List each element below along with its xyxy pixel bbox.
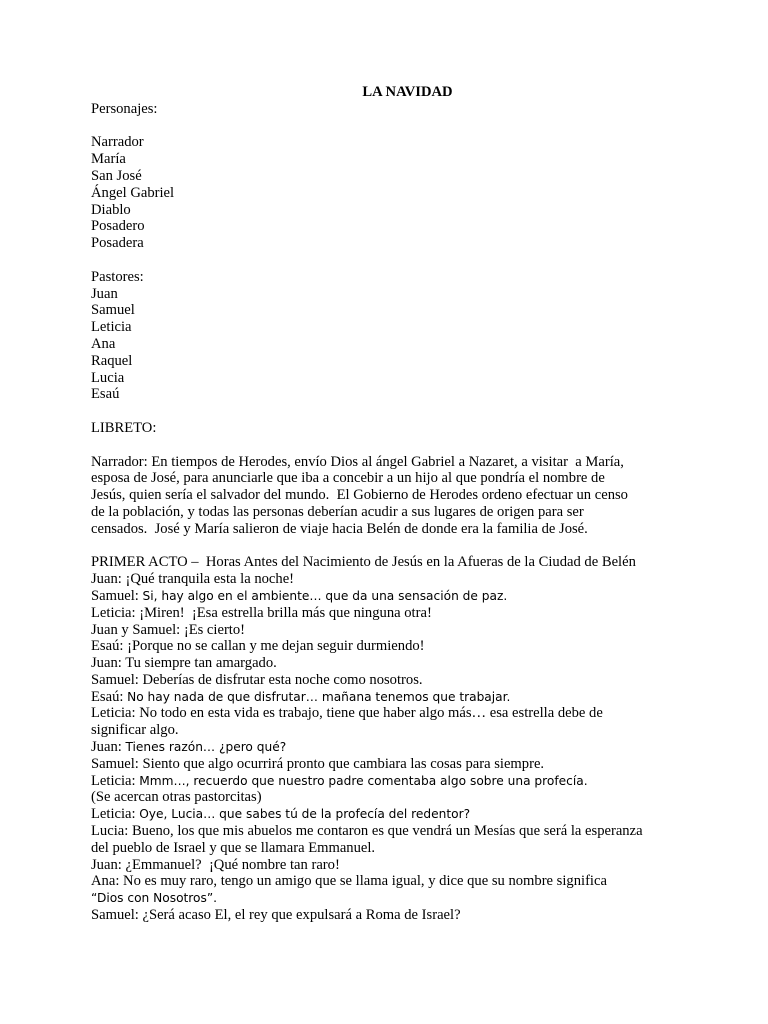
spacer [91,403,731,420]
speaker-label: Leticia: [91,772,140,789]
speaker-label: Esaú: [91,638,128,655]
dialogue-text: significar algo. [91,722,179,739]
speaker-label: Lucia: [91,823,132,840]
narration-line: Jesús, quien sería el salvador del mundo. El Gobierno de Herodes ordeno efectuar un censo [91,487,628,504]
dialogue-text: No todo en esta vida es trabajo, tiene que haber algo más… esa estrella debe de [139,705,603,722]
dialogue-line [91,857,731,874]
narration-line: esposa de José, para anunciarle que iba a concebir a un hijo al que pondría el nombre de [91,470,605,487]
character-item: Diablo [91,201,131,218]
shepherd-item: Raquel [91,352,133,369]
dialogue-line [91,773,731,790]
dialogue-text: (Se acercan otras pastorcitas) [91,789,262,806]
dialogue-text: Bueno, los que mis abuelos me contaron es que vendrá un Mesías que será la esperanza [131,823,643,840]
dialogue-line [91,840,731,857]
dialogue-line [91,890,731,907]
dialogue-line [91,689,731,706]
dialogue-line [91,789,731,806]
character-item: Posadera [91,235,144,252]
character-item: María [91,151,126,168]
dialogue-line [91,722,731,739]
character-item: Ángel Gabriel [91,184,175,201]
characters-list [91,134,731,252]
dialogue-line [91,588,731,605]
dialogue-text: No es muy raro, tengo un amigo que se llama igual, y dice que su nombre significa [123,873,607,890]
dialogue-text: Siento que algo ocurrirá pronto que cambiara las cosas para siempre. [142,755,545,772]
shepherd-item: Ana [91,335,116,352]
dialogue-text: Si, hay algo en el ambiente… que da una sensación de paz. [142,588,508,603]
dialogue-text: ¡Qué tranquila esta la noche! [125,571,295,588]
dialogue-text: ¡Miren! ¡Esa estrella brilla más que ninguna otra! [139,604,432,621]
dialogue-text: Mmm…, recuerdo que nuestro padre comentaba algo sobre una profecía. [139,773,588,788]
character-item: San José [91,167,142,184]
document-title: LA NAVIDAD [362,84,453,100]
speaker-label: Samuel: [91,671,143,688]
dialogue-line [91,655,731,672]
dialogue-text: ¡Porque no se callan y me dejan seguir durmiendo! [127,638,425,655]
shepherds-list [91,286,731,404]
narration-line: censados. José y María salieron de viaje hacia Belén de donde era la familia de José. [91,520,588,537]
speaker-label: Juan: [91,655,126,672]
spacer [91,118,731,135]
dialogue-text: ¿Emmanuel? ¡Qué nombre tan raro! [125,856,340,873]
act-one-heading: PRIMER ACTO – Horas Antes del Nacimiento de Jesús en la Afueras de la Ciudad de Belén [91,554,636,571]
dialogue-text: ¡Es cierto! [183,621,246,638]
speaker-label: Samuel: [91,587,143,604]
speaker-label: Leticia: [91,806,140,823]
speaker-label: Ana: [91,873,124,890]
dialogue-line [91,638,731,655]
dialogue-text: del pueblo de Israel y que se llamara Emmanuel. [91,839,376,856]
dialogue-text: Oye, Lucia… que sabes tú de la profecía del redentor? [139,807,471,822]
dialogue-text: ¿Será acaso El, el rey que expulsará a Roma de Israel? [142,907,461,924]
dialogue-line [91,739,731,756]
narration-line: de la población, y todas las personas deberían acudir a sus lugares de origen para ser [91,503,584,520]
dialogue-text: Tu siempre tan amargado. [125,655,277,672]
character-item: Narrador [91,134,144,151]
speaker-label: Samuel: [91,907,143,924]
dialogue-line [91,571,731,588]
spacer [91,437,731,454]
speaker-label: Juan: [91,856,126,873]
characters-heading: Personajes: [91,100,158,117]
document-page [91,84,731,924]
dialogue-block [91,571,731,924]
character-item: Posadero [91,218,145,235]
shepherd-item: Leticia [91,319,132,336]
dialogue-text: “Dios con Nosotros”. [91,891,218,906]
dialogue-text: Deberías de disfrutar esta noche como nosotros. [142,671,423,688]
narration-line: Narrador: En tiempos de Herodes, envío Dios al ángel Gabriel a Nazaret, a visitar a María, [91,453,624,470]
spacer [91,538,731,555]
speaker-label: Leticia: [91,705,140,722]
dialogue-line [91,605,731,622]
shepherd-item: Juan [91,285,118,302]
dialogue-line [91,907,731,924]
dialogue-text: No hay nada de que disfrutar… mañana tenemos que trabajar. [127,689,511,704]
dialogue-line [91,756,731,773]
spacer [91,252,731,269]
shepherd-item: Lucia [91,369,125,386]
shepherd-item: Samuel [91,302,135,319]
speaker-label: Juan: [91,571,126,588]
dialogue-line [91,873,731,890]
dialogue-line [91,705,731,722]
shepherds-heading: Pastores: [91,268,144,285]
dialogue-line [91,823,731,840]
narration-paragraph [91,454,731,538]
dialogue-line [91,806,731,823]
dialogue-line [91,622,731,639]
speaker-label: Leticia: [91,604,140,621]
speaker-label: Esaú: [91,688,128,705]
shepherd-item: Esaú [91,386,120,403]
speaker-label: Juan y Samuel: [91,621,184,638]
speaker-label: Juan: [91,739,126,756]
dialogue-text: Tienes razón… ¿pero qué? [125,740,287,755]
dialogue-line [91,672,731,689]
speaker-label: Samuel: [91,755,143,772]
script-heading: LIBRETO: [91,419,157,436]
